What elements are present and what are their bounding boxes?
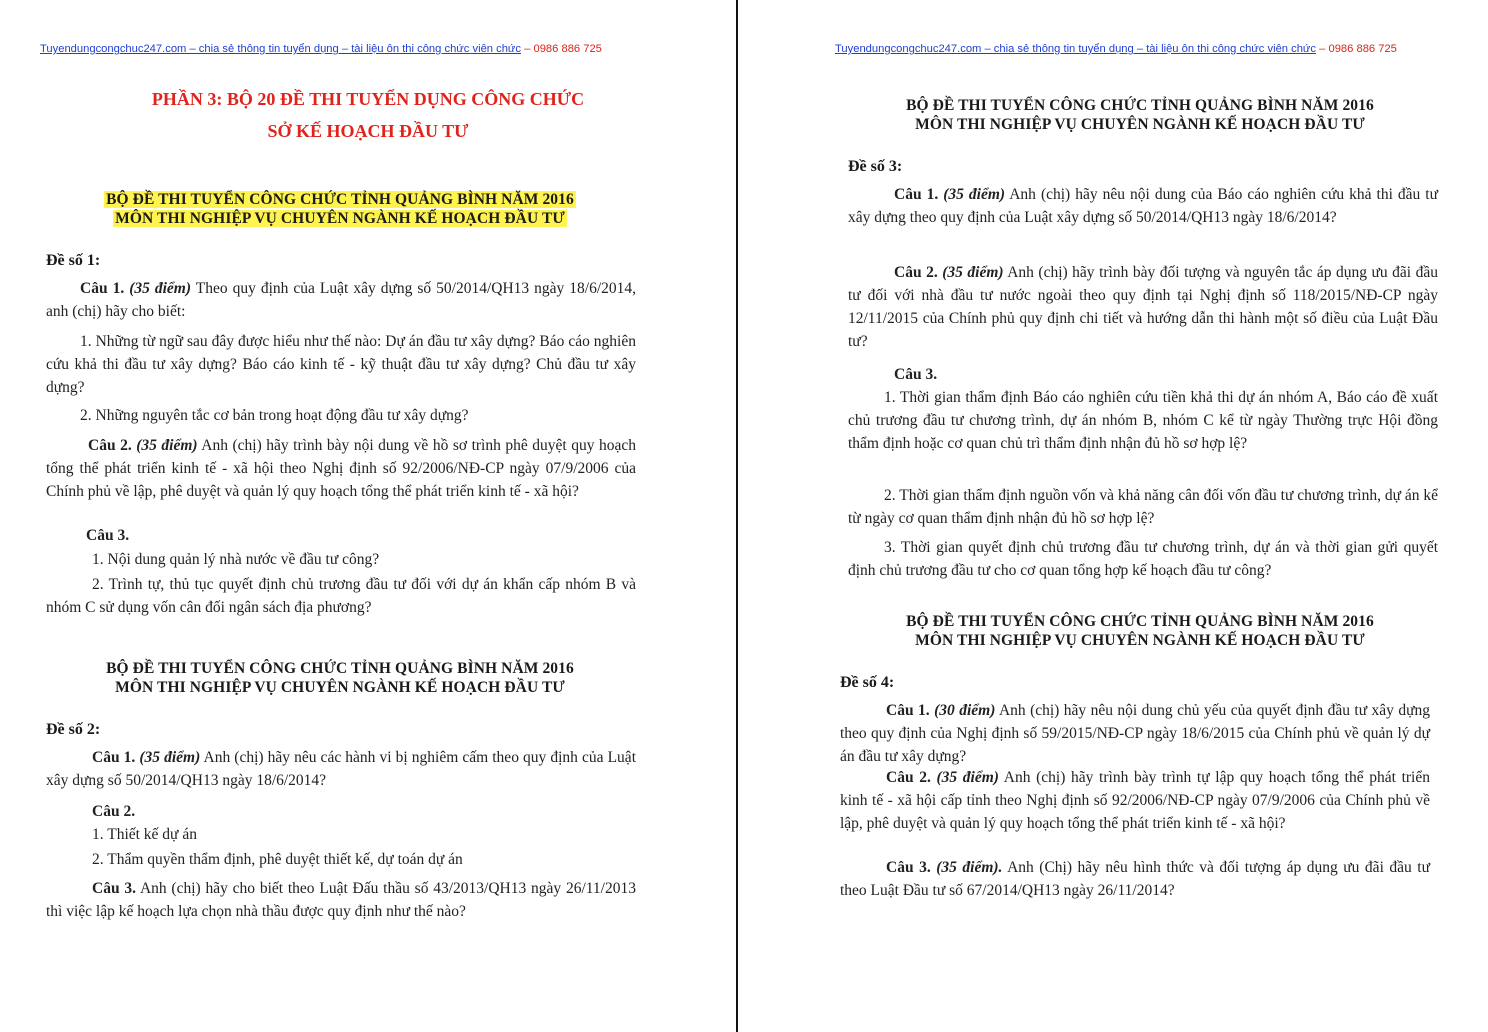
exam-2-question-3: Câu 3. Anh (chị) hãy cho biết theo Luật Đấu thầu số 43/2013/QH13 ngày 26/11/2013 thì việc lập kế hoạch lựa chọn nhà thầu được quy định như thế nào? — [46, 880, 636, 920]
exam-3-question-3-item-2: 2. Thời gian thẩm định nguồn vốn và khả năng cân đối vốn đầu tư chương trình, dự án kể từ ngày cơ quan thẩm định nhận đủ hồ sơ hợp lệ? — [848, 487, 1439, 527]
page-header — [835, 43, 1397, 55]
page-header — [40, 43, 602, 55]
exam-2-question-2-item-1: 1. Thiết kế dự án — [92, 826, 197, 843]
document-page-right — [738, 0, 1488, 1032]
exam-set-title-3: BỘ ĐỀ THI TUYỂN CÔNG CHỨC TỈNH QUẢNG BÌNH NĂM 2016 MÔN THI NGHIỆP VỤ CHUYÊN NGÀNH KẾ HOẠCH ĐẦU TƯ — [906, 97, 1374, 133]
exam-2-question-2: Câu 2. — [92, 803, 136, 820]
header-site-link[interactable]: Tuyendungcongchuc247.com – chia sẻ thông tin tuyển dụng – tài liệu ôn thi công chức viên chức — [835, 43, 1317, 55]
exam-3-question-3-item-1: 1. Thời gian thẩm định Báo cáo nghiên cứu tiền khả thi dự án nhóm A, Báo cáo đề xuất chủ trương đầu tư chương trình, dự án nhóm B, nhóm C kể từ ngày Thường trực Hội đồng thẩm định hoặc cơ quan chủ trì thẩm định nhận đủ hồ sơ hợp lệ? — [848, 389, 1438, 452]
header-phone: – 0986 886 725 — [521, 43, 602, 55]
exam-3-question-3-item-3: 3. Thời gian quyết định chủ trương đầu tư chương trình, dự án và thời gian gửi quyết định chủ trương đầu tư cho cơ quan tổng hợp kế hoạch đầu tư công? — [848, 539, 1438, 579]
exam-1-question-1-item-2: 2. Những nguyên tắc cơ bản trong hoạt động đầu tư xây dựng? — [80, 407, 469, 424]
header-site-link[interactable]: Tuyendungcongchuc247.com – chia sẻ thông tin tuyển dụng – tài liệu ôn thi công chức viên chức — [40, 43, 522, 55]
part-title-line-2: SỞ KẾ HOẠCH ĐẦU TƯ — [267, 121, 469, 141]
exam-3-heading: Đề số 3: — [848, 158, 903, 175]
exam-1-question-3-item-2: 2. Trình tự, thủ tục quyết định chủ trương đầu tư đối với dự án khẩn cấp nhóm B và nhóm C sử dụng vốn cân đối ngân sách địa phương? — [46, 576, 636, 616]
exam-1-question-3: Câu 3. — [86, 527, 130, 544]
exam-4-question-3: Câu 3. (35 điểm). Anh (Chị) hãy nêu hình thức và đối tượng áp dụng ưu đãi đầu tư theo Luật Đầu tư số 67/2014/QH13 ngày 26/11/2014? — [840, 859, 1430, 899]
exam-2-question-2-item-2: 2. Thẩm quyền thẩm định, phê duyệt thiết kế, dự toán dự án — [92, 851, 463, 868]
exam-4-heading: Đề số 4: — [840, 674, 895, 691]
exam-3-question-3: Câu 3. — [894, 366, 938, 383]
exam-2-question-1: Câu 1. (35 điểm) Anh (chị) hãy nêu các hành vi bị nghiêm cấm theo quy định của Luật xây dựng số 50/2014/QH13 ngày 18/6/2014? — [46, 749, 636, 789]
exam-1-question-2: Câu 2. (35 điểm) Anh (chị) hãy trình bày nội dung về hồ sơ trình phê duyệt quy hoạch tổng thể phát triển kinh tế - xã hội theo Nghị định số 92/2006/NĐ-CP ngày 07/9/2006 của Chính phủ về lập, phê duyệt và quản lý quy hoạch tổng thể phát triển kinh tế - xã hội? — [46, 437, 636, 500]
part-title-line-1: PHẦN 3: BỘ 20 ĐỀ THI TUYỂN DỤNG CÔNG CHỨC — [151, 89, 585, 109]
exam-4-question-1: Câu 1. (30 điểm) Anh (chị) hãy nêu nội dung chủ yếu của quyết định đầu tư xây dựng theo quy định của Nghị định số 59/2015/NĐ-CP ngày 18/6/2015 của Chính phủ về quản lý dự án đầu tư xây dựng? — [840, 702, 1431, 765]
exam-set-title-4: BỘ ĐỀ THI TUYỂN CÔNG CHỨC TỈNH QUẢNG BÌNH NĂM 2016 MÔN THI NGHIỆP VỤ CHUYÊN NGÀNH KẾ HOẠCH ĐẦU TƯ — [906, 613, 1374, 649]
exam-1-heading: Đề số 1: — [46, 252, 101, 269]
exam-1-question-1-item-1: 1. Những từ ngữ sau đây được hiểu như thế nào: Dự án đầu tư xây dựng? Báo cáo nghiên cứu khả thi đầu tư xây dựng? Báo cáo kinh tế - kỹ thuật đầu tư xây dựng? Chủ đầu tư xây dựng? — [46, 333, 636, 396]
exam-2-heading: Đề số 2: — [46, 721, 101, 738]
exam-set-title-2: BỘ ĐỀ THI TUYỂN CÔNG CHỨC TỈNH QUẢNG BÌNH NĂM 2016 MÔN THI NGHIỆP VỤ CHUYÊN NGÀNH KẾ HOẠCH ĐẦU TƯ — [106, 660, 574, 696]
exam-3-question-1: Câu 1. (35 điểm) Anh (chị) hãy nêu nội dung của Báo cáo nghiên cứu khả thi đầu tư xây dựng theo quy định của Luật xây dựng số 50/2014/QH13 ngày 18/6/2014? — [848, 186, 1438, 226]
exam-set-title-1: BỘ ĐỀ THI TUYỂN CÔNG CHỨC TỈNH QUẢNG BÌNH NĂM 2016 MÔN THI NGHIỆP VỤ CHUYÊN NGÀNH KẾ HOẠCH ĐẦU TƯ — [106, 191, 574, 227]
exam-1-question-1: Câu 1. (35 điểm) Theo quy định của Luật xây dựng số 50/2014/QH13 ngày 18/6/2014, anh (chị) hãy cho biết: — [46, 280, 636, 320]
document-page-left — [0, 0, 736, 1032]
exam-1-question-3-item-1: 1. Nội dung quản lý nhà nước về đầu tư công? — [92, 551, 380, 568]
exam-3-question-2: Câu 2. (35 điểm) Anh (chị) hãy trình bày đối tượng và nguyên tắc áp dụng ưu đãi đầu tư đối với nhà đầu tư nước ngoài theo quy định tại Nghị định số 118/2015/NĐ-CP ngày 12/11/2015 của Chính phủ quy định chi tiết và hướng dẫn thi hành một số điều của Luật Đầu tư? — [848, 264, 1438, 350]
exam-4-question-2: Câu 2. (35 điểm) Anh (chị) hãy trình bày trình tự lập quy hoạch tổng thể phát triển kinh tế - xã hội cấp tỉnh theo Nghị định số 92/2006/NĐ-CP ngày 07/9/2006 của Chính phủ về lập, phê duyệt và quản lý quy hoạch tổng thể phát triển kinh tế - xã hội? — [840, 769, 1430, 832]
header-phone: – 0986 886 725 — [1316, 43, 1397, 55]
